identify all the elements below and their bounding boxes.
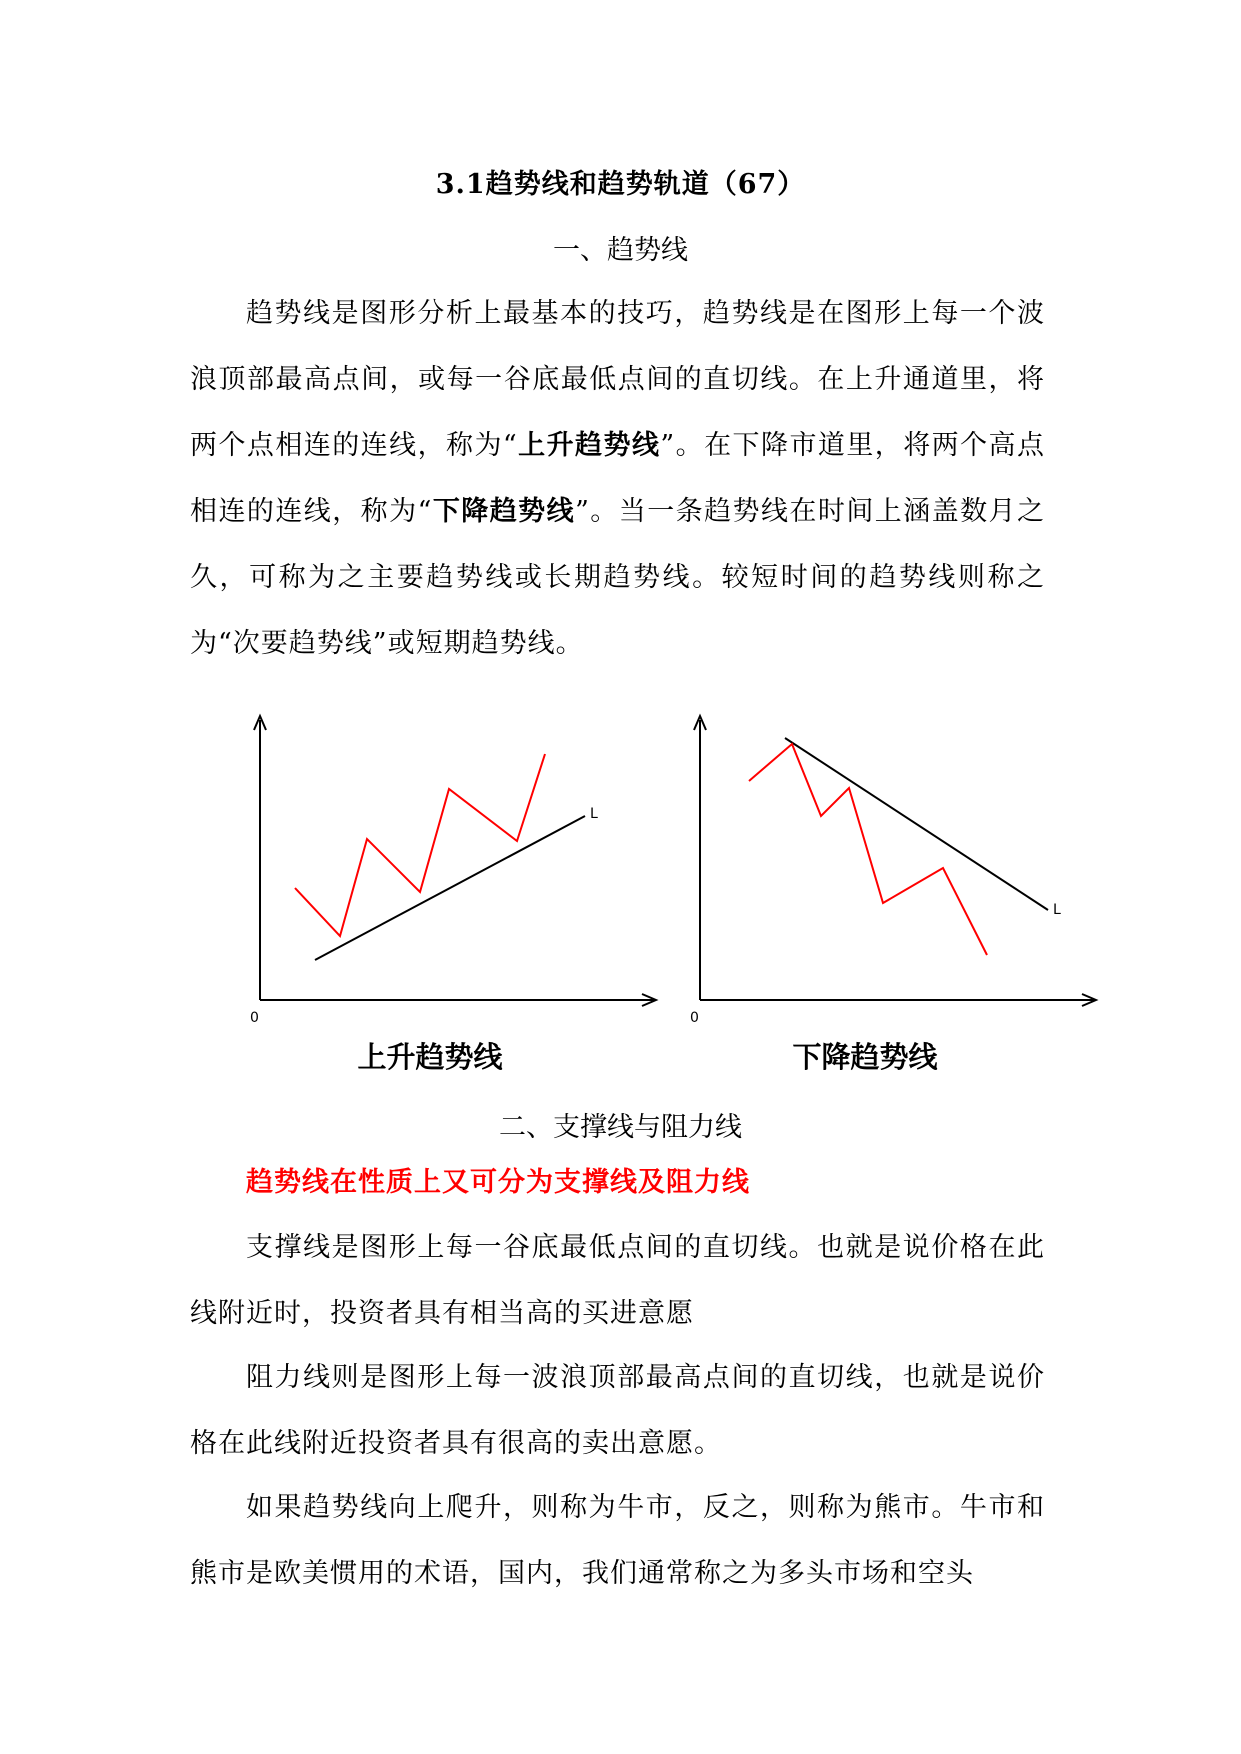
downtrend-figure xyxy=(680,700,1120,1030)
paragraph-text: ”。在下降市道里，将两个高点相连的连线，称为“ xyxy=(190,430,1046,527)
paragraph-trendline-intro xyxy=(190,281,1045,677)
page-title: 3.1趋势线和趋势轨道（67） xyxy=(435,169,806,200)
origin-label: 0 xyxy=(250,1010,259,1026)
origin-label: 0 xyxy=(690,1010,699,1026)
downtrend-caption: 下降趋势线 xyxy=(792,1040,938,1074)
paragraph-resistance: 阻力线则是图形上每一波浪顶部最高点间的直切线，也就是说价格在此线附近投资者具有很高的卖出意愿。 xyxy=(190,1362,1045,1459)
highlight-line xyxy=(190,1150,1045,1216)
trendline-label: L xyxy=(590,806,598,822)
uptrend-line xyxy=(315,816,585,960)
uptrend-diagram xyxy=(240,700,680,1030)
paragraph-text: ”。当一条趋势线在时间上涵盖数月之久，可称为之主要趋势线或长期趋势线。较短时间的趋势线则称之为“次要趋势线”或短期趋势线。 xyxy=(190,496,1045,659)
paragraph-text: 趋势线是图形分析上最基本的技巧，趋势线是在图形上每一个波浪顶部最高点间，或每一谷底最低点间的直切线。在上升通道里，将两个点相连的连线，称为“ xyxy=(190,298,1045,461)
highlight-text: 趋势线在性质上又可分为支撑线及阻力线 xyxy=(246,1167,750,1198)
downtrend-diagram xyxy=(680,700,1120,1030)
paragraph-bull-bear: 如果趋势线向上爬升，则称为牛市，反之，则称为熊市。牛市和熊市是欧美惯用的术语，国内，我们通常称之为多头市场和空头 xyxy=(190,1492,1045,1589)
trendline-label: L xyxy=(1053,902,1061,918)
paragraph-support: 支撑线是图形上每一谷底最低点间的直切线。也就是说价格在此线附近时，投资者具有相当高的买进意愿 xyxy=(190,1232,1045,1329)
price-line xyxy=(749,744,987,955)
term-uptrend: 上升趋势线 xyxy=(517,430,661,461)
uptrend-figure xyxy=(240,700,680,1030)
uptrend-caption: 上升趋势线 xyxy=(357,1040,503,1074)
section-heading-trendline: 一、趋势线 xyxy=(553,235,688,266)
term-downtrend: 下降趋势线 xyxy=(432,496,576,527)
section-heading-support-resistance: 二、支撑线与阻力线 xyxy=(499,1112,742,1143)
price-line xyxy=(295,754,545,936)
